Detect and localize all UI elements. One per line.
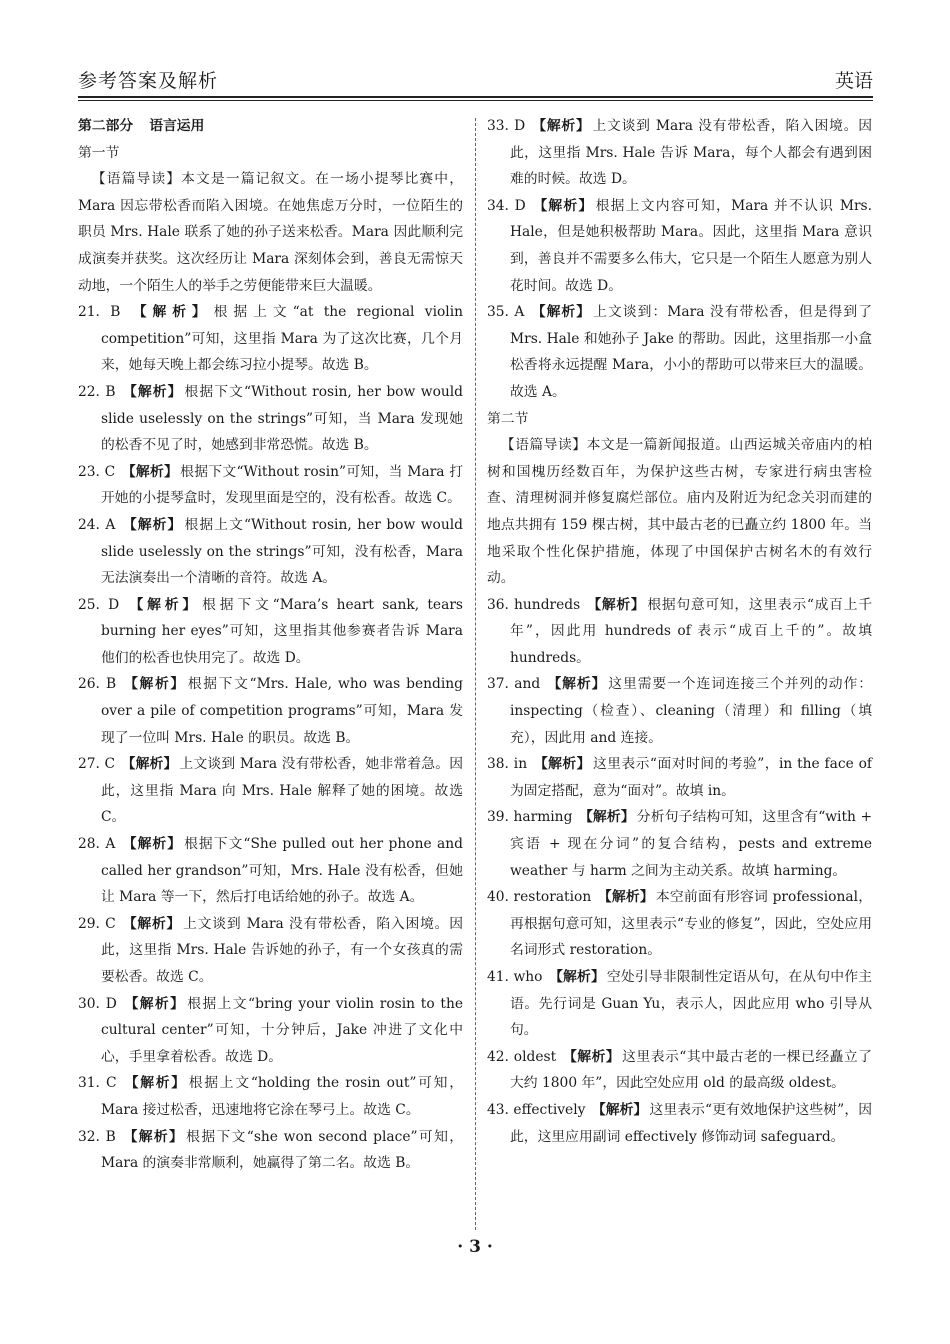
answer-list (487, 113, 872, 406)
page-header (78, 62, 873, 96)
analysis-tag: 【解析】 (532, 118, 591, 134)
analysis-tag: 【解析】 (129, 596, 201, 613)
answer-item (487, 964, 872, 1044)
analysis-text: 根据句意可知，这里表示“成百上千年”，因此用 hundreds of 表示“成百上千的”。故填 hundreds。 (510, 596, 872, 666)
analysis-text: 根据上文“holding the rosin out”可知，Mara 接过松香，迅速地将它涂在琴弓上。故选 C。 (101, 1075, 463, 1118)
analysis-tag: 【解析】 (597, 889, 654, 906)
analysis-text: 根据下文“Without rosin, her bow would slide uselessly on the strings”可知，当 Mara 发现她的松香不见了时，她感到非常恐慌。故选 B。 (101, 383, 464, 454)
analysis-text: 根据下文“she won second place”可知，Mara 的演奏非常顺利，她赢得了第二名。故选 B。 (101, 1128, 464, 1172)
analysis-tag: 【解析】 (563, 1048, 621, 1065)
column-divider (475, 118, 476, 1230)
analysis-text: 本空前面有形容词 professional，再根据句意可知，这里表示“专业的修复”，因此，空处应用名词形式 restoration。 (510, 889, 873, 959)
answer-item (78, 459, 463, 512)
answer-key: 34. D (487, 197, 526, 214)
analysis-tag: 【解析】 (578, 809, 635, 826)
answer-key: 33. D (487, 118, 526, 134)
analysis-tag: 【解析】 (547, 676, 607, 693)
answer-key: 32. B (78, 1128, 116, 1145)
analysis-text: 上文谈到 Mara 没有带松香，她非常着急。因此，这里指 Mara 向 Mrs. Hale 解释了她的困境。故选 C。 (101, 756, 463, 826)
analysis-text: 分析句子结构可知，这里含有“with + 宾语 + 现在分词”的复合结构，pests and extreme weather 与 harm 之间为主动关系。故填 harming。 (510, 809, 873, 879)
page-number: · 3 · (457, 1237, 493, 1257)
analysis-tag: 【解析】 (531, 304, 592, 321)
answer-item (487, 193, 872, 299)
answer-item (487, 1044, 872, 1097)
header-rule-thick (78, 96, 873, 98)
answer-key: 39. harming (487, 809, 573, 826)
analysis-tag: 【解析】 (121, 756, 178, 773)
answer-item (78, 911, 463, 991)
answer-item (487, 884, 872, 964)
answer-key: 26. B (78, 676, 117, 693)
analysis-tag: 【解析】 (123, 383, 183, 400)
answer-key: 23. C (78, 463, 116, 480)
analysis-text: 上文谈到 Mara 没有带松香，陷入困境。因此，这里指 Mrs. Hale 告诉她的孙子，有一个女孩真的需要松香。故选 C。 (101, 915, 464, 985)
answer-key: 30. D (78, 995, 117, 1012)
answer-item (487, 299, 872, 405)
part-title: 第二部分 语言运用 (78, 118, 205, 134)
analysis-text: 这里表示“其中最古老的一棵已经矗立了大约 1800 年”，因此空处应用 old 的最高级 oldest。 (510, 1048, 872, 1092)
answer-item (78, 299, 463, 379)
answer-list (487, 592, 872, 1150)
analysis-tag: 【解析】 (124, 676, 186, 693)
answer-item (487, 592, 872, 672)
answer-item (78, 671, 463, 751)
answer-key: 21. B (78, 304, 121, 321)
answer-item (78, 1070, 463, 1123)
analysis-tag: 【解析】 (122, 915, 182, 932)
passage-intro: 【语篇导读】本文是一篇记叙文。在一场小提琴比赛中，Mara 因忘带松香而陷入困境。在她焦虑万分时，一位陌生的职员 Mrs. Hale 联系了她的孙子送来松香。Mara 因此顺利完成演奏并获奖。这次经历让 Mara 深刻体会到，善良无需惊天动地，一个陌生人的举手之劳便能带来巨大温暖。 (78, 171, 463, 294)
analysis-text: 这里需要一个连词连接三个并列的动作：inspecting（检查）、cleaning（清理）和 filling（填充），因此用 and 连接。 (510, 676, 873, 746)
answer-list (78, 299, 463, 1177)
header-title: 参考答案及解析 (78, 70, 219, 92)
answer-key: 36. hundreds (487, 596, 581, 613)
analysis-text: 根据上文内容可知，Mara 并不认识 Mrs. Hale，但是她积极帮助 Mara。因此，这里指 Mara 意识到，善良并不需要多么伟大，它只是一个陌生人愿意为别人花时间。故选 D。 (510, 197, 873, 294)
section-label: 第二节 (487, 410, 529, 427)
analysis-tag: 【解析】 (533, 756, 591, 773)
analysis-tag: 【解析】 (591, 1101, 648, 1118)
answer-key: 40. restoration (487, 889, 592, 906)
answer-item (487, 671, 872, 751)
answer-key: 22. B (78, 383, 116, 400)
answer-key: 24. A (78, 516, 116, 533)
right-column (487, 113, 872, 1150)
answer-key: 29. C (78, 915, 116, 932)
analysis-text: 根据下文“Without rosin”可知，当 Mara 打开她的小提琴盒时，发现里面是空的，没有松香。故选 C。 (101, 463, 463, 507)
analysis-tag: 【解析】 (549, 969, 605, 985)
analysis-tag: 【解析】 (121, 463, 179, 480)
answer-item (487, 751, 872, 804)
answer-key: 42. oldest (487, 1048, 557, 1065)
analysis-text: 根据下文“She pulled out her phone and called her grandson”可知，Mrs. Hale 没有松香，但她让 Mara 等一下，然后打电话给她的孙子。故选 A。 (101, 836, 463, 906)
answer-key: 35. A (487, 304, 525, 321)
answer-item (78, 831, 463, 911)
answer-item (78, 1124, 463, 1177)
answer-item (487, 113, 872, 193)
answer-key: 31. C (78, 1075, 117, 1092)
answer-item (487, 1097, 872, 1150)
analysis-text: 空处引导非限制性定语从句，在从句中作主语。先行词是 Guan Yu，表示人，因此应用 who 引导从句。 (510, 969, 872, 1039)
analysis-tag: 【解析】 (122, 836, 183, 853)
answer-key: 25. D (78, 596, 120, 613)
answer-item (78, 512, 463, 592)
analysis-text: 根据上文“at the regional violin competition”可知，这里指 Mara 为了这次比赛，几个月来，她每天晚上都会练习拉小提琴。故选 B。 (101, 304, 464, 374)
section-label: 第一节 (78, 144, 120, 161)
answer-key: 41. who (487, 969, 543, 985)
analysis-text: 根据下文“Mrs. Hale, who was bending over a pile of competition programs”可知，Mara 发现了一位叫 Mrs. Hale 的职员。故选 B。 (101, 676, 464, 746)
answer-key: 27. C (78, 756, 116, 773)
passage-intro: 【语篇导读】本文是一篇新闻报道。山西运城关帝庙内的柏树和国槐历经数百年，为保护这些古树，专家进行病虫害检查、清理树洞并修复腐烂部位。庙内及附近为纪念关羽而建的地点共拥有 159 棵古树，其中最古老的已矗立约 1800 年。当地采取个性化保护措施，体现了中国保护古树名木的有效行动。 (487, 437, 872, 587)
analysis-text: 上文谈到：Mara 没有带松香，但是得到了 Mrs. Hale 和她孙子 Jake 的帮助。因此，这里指那一小盒松香将永远提醒 Mara，小小的帮助可以带来巨大的温暖。故选 A。 (510, 304, 873, 400)
header-rule-thin (78, 100, 873, 101)
answer-item (78, 379, 463, 459)
answer-item (78, 751, 463, 831)
analysis-tag: 【解析】 (587, 596, 646, 613)
analysis-text: 根据下文“Mara’s heart sank, tears burning her eyes”可知，这里指其他参赛者告诉 Mara 他们的松香也快用完了。故选 D。 (101, 596, 463, 666)
answer-item (78, 991, 463, 1071)
analysis-text: 这里表示“更有效地保护这些树”，因此，这里应用副词 effectively 修饰动词 safeguard。 (510, 1101, 873, 1145)
analysis-tag: 【解析】 (132, 304, 212, 321)
answer-key: 28. A (78, 836, 116, 853)
analysis-text: 根据上文“Without rosin, her bow would slide uselessly on the strings”可知，没有松香，Mara 无法演奏出一个清晰的音符。故选 A。 (101, 516, 463, 587)
answer-key: 37. and (487, 676, 541, 693)
left-column (78, 113, 463, 1177)
analysis-text: 这里表示“面对时间的考验”，in the face of 为固定搭配，意为“面对”。故填 in。 (510, 756, 872, 799)
answer-item (78, 592, 463, 672)
answer-item (487, 804, 872, 884)
analysis-tag: 【解析】 (124, 995, 186, 1012)
answer-key: 38. in (487, 756, 528, 773)
analysis-text: 上文谈到 Mara 没有带松香，陷入困境。因此，这里指 Mrs. Hale 告诉 Mara，每个人都会有遇到困难的时候。故选 D。 (510, 118, 873, 188)
answer-key: 43. effectively (487, 1101, 586, 1118)
analysis-tag: 【解析】 (533, 197, 594, 214)
analysis-text: 根据上文“bring your violin rosin to the cultural center”可知，十分钟后，Jake 冲进了文化中心，手里拿着松香。故选 D。 (101, 995, 464, 1065)
analysis-tag: 【解析】 (122, 516, 183, 533)
analysis-tag: 【解析】 (123, 1128, 185, 1145)
analysis-tag: 【解析】 (124, 1075, 187, 1092)
header-subject: 英语 (834, 70, 873, 92)
